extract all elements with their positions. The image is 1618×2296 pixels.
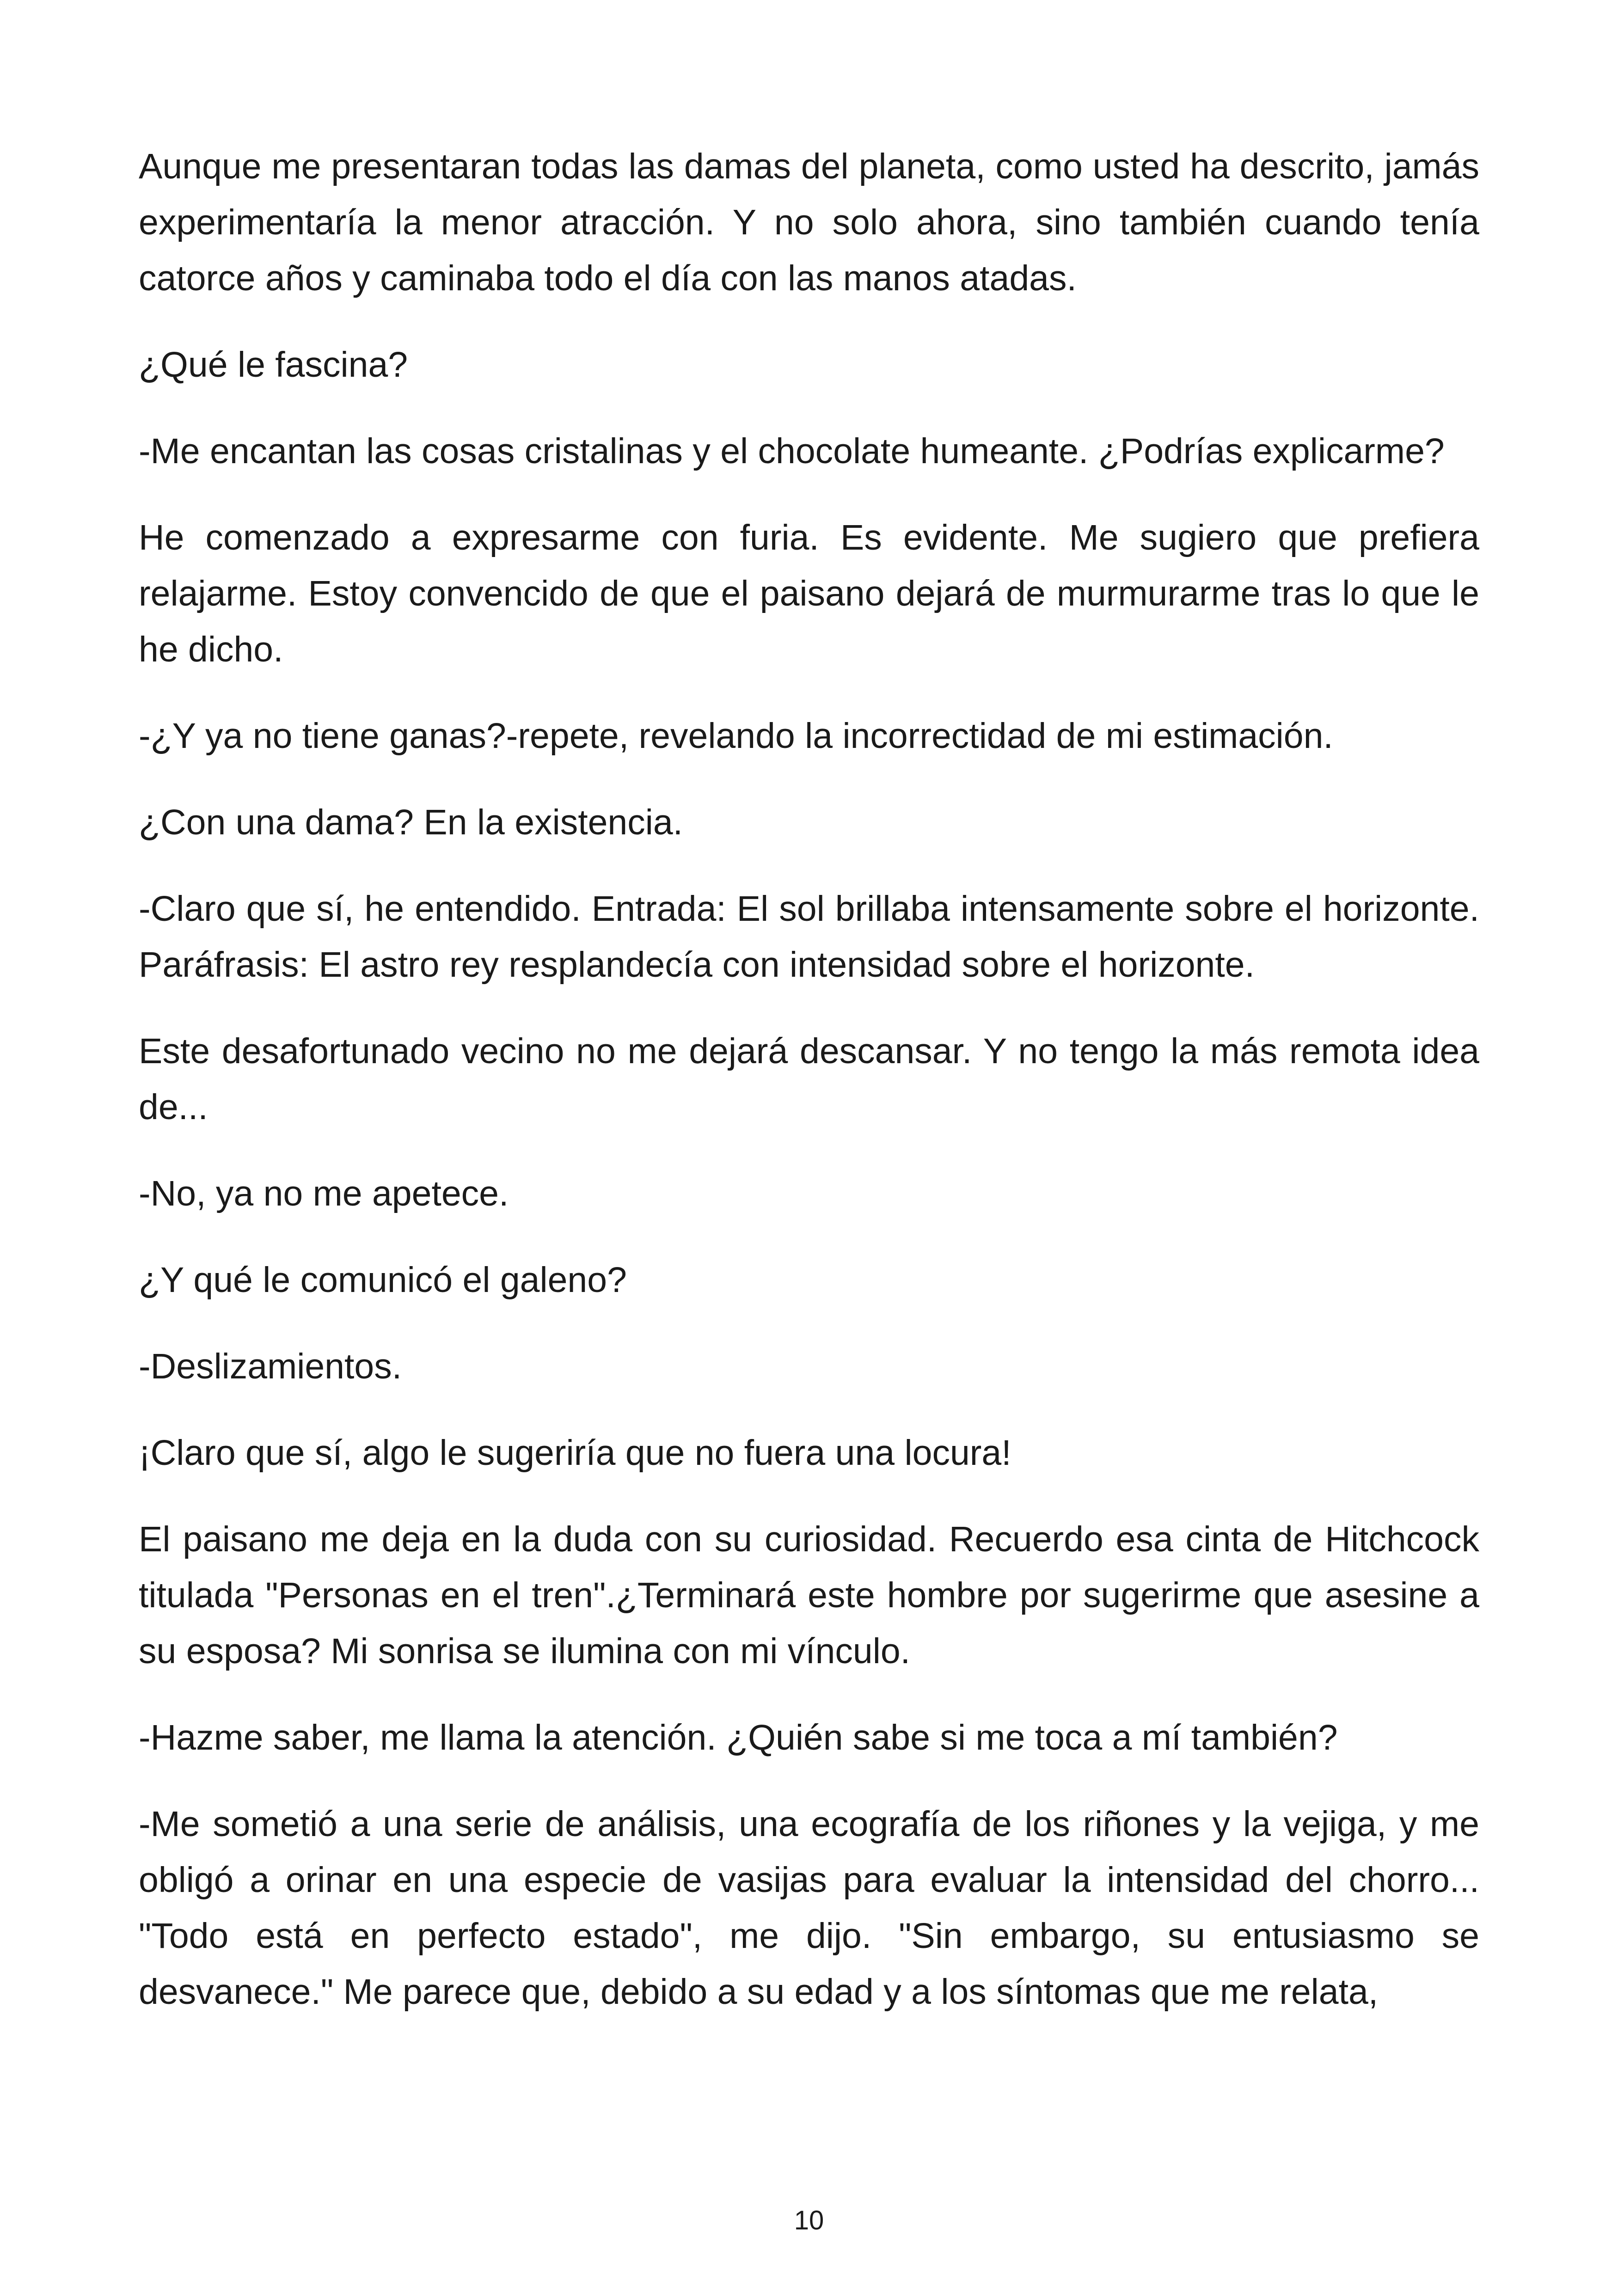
body-text (139, 139, 1479, 2051)
paragraph: -¿Y ya no tiene ganas?-repete, revelando la incorrectidad de mi estimación. (139, 716, 1333, 756)
paragraph: Este desafortunado vecino no me dejará descansar. Y no tengo la más remota idea de... (139, 1031, 1479, 1127)
paragraph: ¿Qué le fascina? (139, 345, 408, 385)
paragraph: El paisano me deja en la duda con su curiosidad. Recuerdo esa cinta de Hitchcock titulada "Personas en el tren".¿Terminará este hombre por sugerirme que asesine a su esposa? Mi sonrisa se ilumina con mi vínculo. (139, 1519, 1479, 1671)
paragraph: ¿Y qué le comunicó el galeno? (139, 1260, 627, 1300)
paragraph: -Claro que sí, he entendido. Entrada: El sol brillaba intensamente sobre el horizonte. Paráfrasis: El astro rey resplandecía con intensidad sobre el horizonte. (139, 889, 1479, 985)
paragraph: -Hazme saber, me llama la atención. ¿Quién sabe si me toca a mí también? (139, 1718, 1338, 1757)
paragraph: -Deslizamientos. (139, 1347, 402, 1386)
paragraph: ¡Claro que sí, algo le sugeriría que no fuera una locura! (139, 1433, 1011, 1473)
paragraph: -Me sometió a una serie de análisis, una ecografía de los riñones y la vejiga, y me obligó a orinar en una especie de vasijas para evaluar la intensidad del chorro... "Todo está en perfecto estado", me dijo. "Sin embargo, su entusiasmo se desvanece." Me parece que, debido a su edad y a los síntomas que me relata, (139, 1804, 1479, 2012)
paragraph: -No, ya no me apetece. (139, 1174, 509, 1213)
paragraph: -Me encantan las cosas cristalinas y el chocolate humeante. ¿Podrías explicarme? (139, 431, 1445, 471)
paragraph: Aunque me presentaran todas las damas del planeta, como usted ha descrito, jamás experimentaría la menor atracción. Y no solo ahora, sino también cuando tenía catorce años y caminaba todo el día con las manos atadas. (139, 147, 1479, 298)
paragraph: He comenzado a expresarme con furia. Es evidente. Me sugiero que prefiera relajarme. Estoy convencido de que el paisano dejará de murmurarme tras lo que le he dicho. (139, 518, 1479, 669)
page-number: 10 (794, 2205, 824, 2235)
paragraph: ¿Con una dama? En la existencia. (139, 802, 683, 842)
